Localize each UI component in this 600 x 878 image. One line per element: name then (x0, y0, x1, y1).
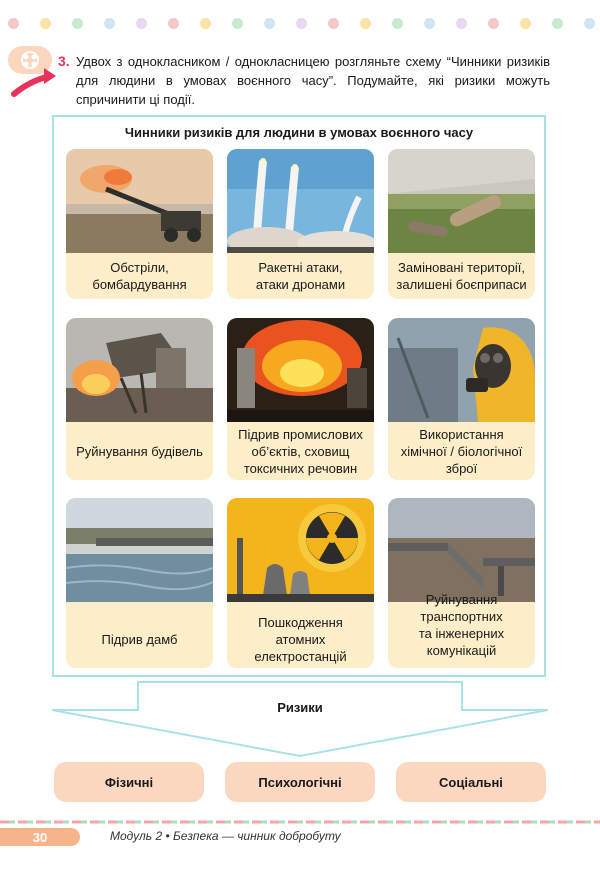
factor-label: Ракетні атаки, атаки дронами (255, 260, 346, 292)
factor-label: Руйнування транспортних та інженерних комунікацій (418, 592, 505, 658)
module-title: Модуль 2 • Безпека — чинник добробуту (110, 829, 341, 843)
factor-label: Використання хімічної / біологічної зброї (400, 426, 523, 476)
risk-physical: Фізичні (54, 762, 204, 802)
destroyed-bridge-photo (388, 498, 535, 582)
missile-launch-photo (227, 149, 374, 253)
factor-card (388, 318, 535, 480)
decorative-dot-row (0, 18, 600, 30)
footer-dashed-line (0, 820, 600, 824)
risks-title: Ризики (277, 700, 323, 715)
factor-card (388, 149, 535, 299)
destroyed-building-photo (66, 318, 213, 422)
factor-label: Пошкодження атомних електростанцій (254, 614, 347, 664)
task-instruction: Удвох з однокласником / однокласницею розгляньте схему “Чинники ризиків для людини в умовах воєнного часу”. Подумайте, які ризики можуть спричинити ці події. (76, 54, 550, 107)
factor-label: Підрив промислових об’єктів, сховищ токсичних речовин (238, 426, 363, 476)
artillery-photo (66, 149, 213, 253)
risk-factors-scheme (52, 115, 546, 677)
risk-psychological: Психологічні (225, 762, 375, 802)
unexploded-ordnance-photo (388, 149, 535, 253)
factor-card (66, 498, 213, 668)
scheme-title: Чинники ризиків для людини в умовах воєнного часу (124, 125, 474, 140)
risk-social: Соціальні (396, 762, 546, 802)
factor-card (388, 498, 535, 668)
factor-card (66, 318, 213, 480)
factor-card (227, 498, 374, 668)
factor-label: Підрив дамб (101, 631, 178, 647)
gas-mask-photo (388, 318, 535, 422)
down-arrow-shape (0, 680, 600, 758)
factor-card (66, 149, 213, 299)
factor-label: Обстріли, бомбардування (92, 260, 187, 292)
factor-card (227, 149, 374, 299)
dam-photo (66, 498, 213, 610)
task-number: 3. (58, 53, 70, 69)
factor-label: Заміновані території, залишені боєприпаси (396, 260, 527, 292)
page-number: 30 (0, 828, 80, 846)
factor-card (227, 318, 374, 480)
factor-label: Руйнування будівель (76, 443, 203, 459)
industrial-fire-photo (227, 318, 374, 422)
nuclear-plant-photo (227, 498, 374, 610)
